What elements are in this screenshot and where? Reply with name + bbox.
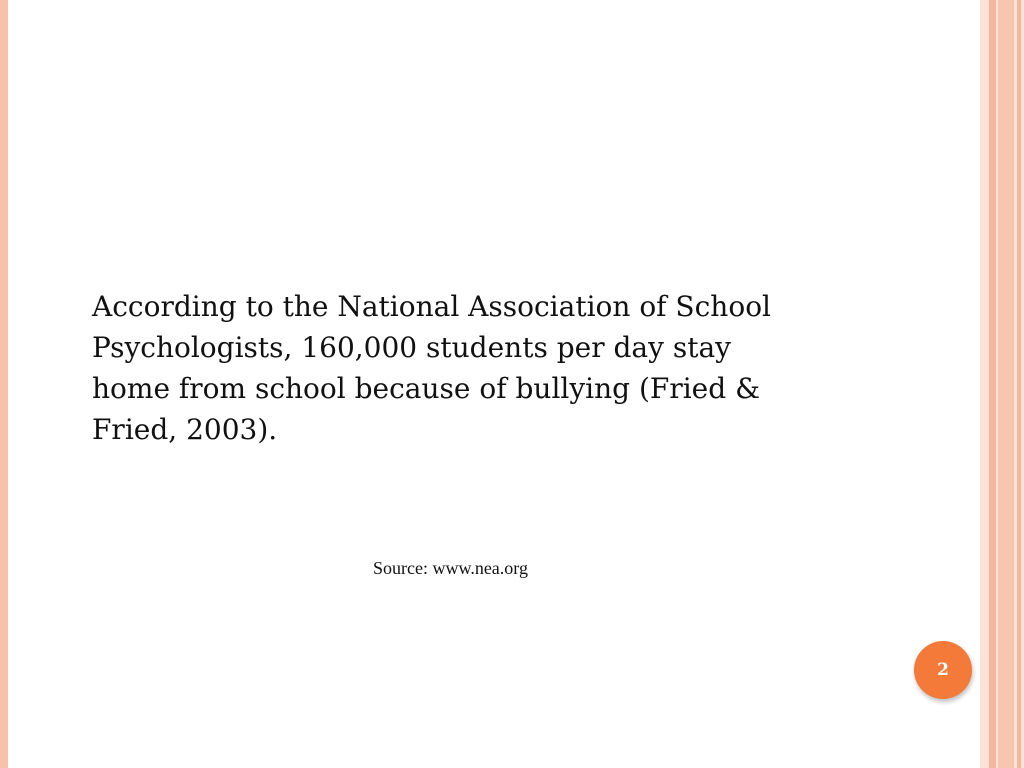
right-decorative-stripe (1017, 0, 1021, 768)
source-citation: Source: www.nea.org (373, 558, 528, 578)
right-decorative-stripe (998, 0, 1014, 768)
slide-body-text: According to the National Association of School Psychologists, 160,000 students per day stay home from school because of bullying (Fried & Fried, 2003). (92, 290, 771, 446)
page-number-badge: 2 (914, 641, 972, 699)
right-decorative-stripe (989, 0, 996, 768)
left-decorative-stripe (0, 0, 8, 768)
